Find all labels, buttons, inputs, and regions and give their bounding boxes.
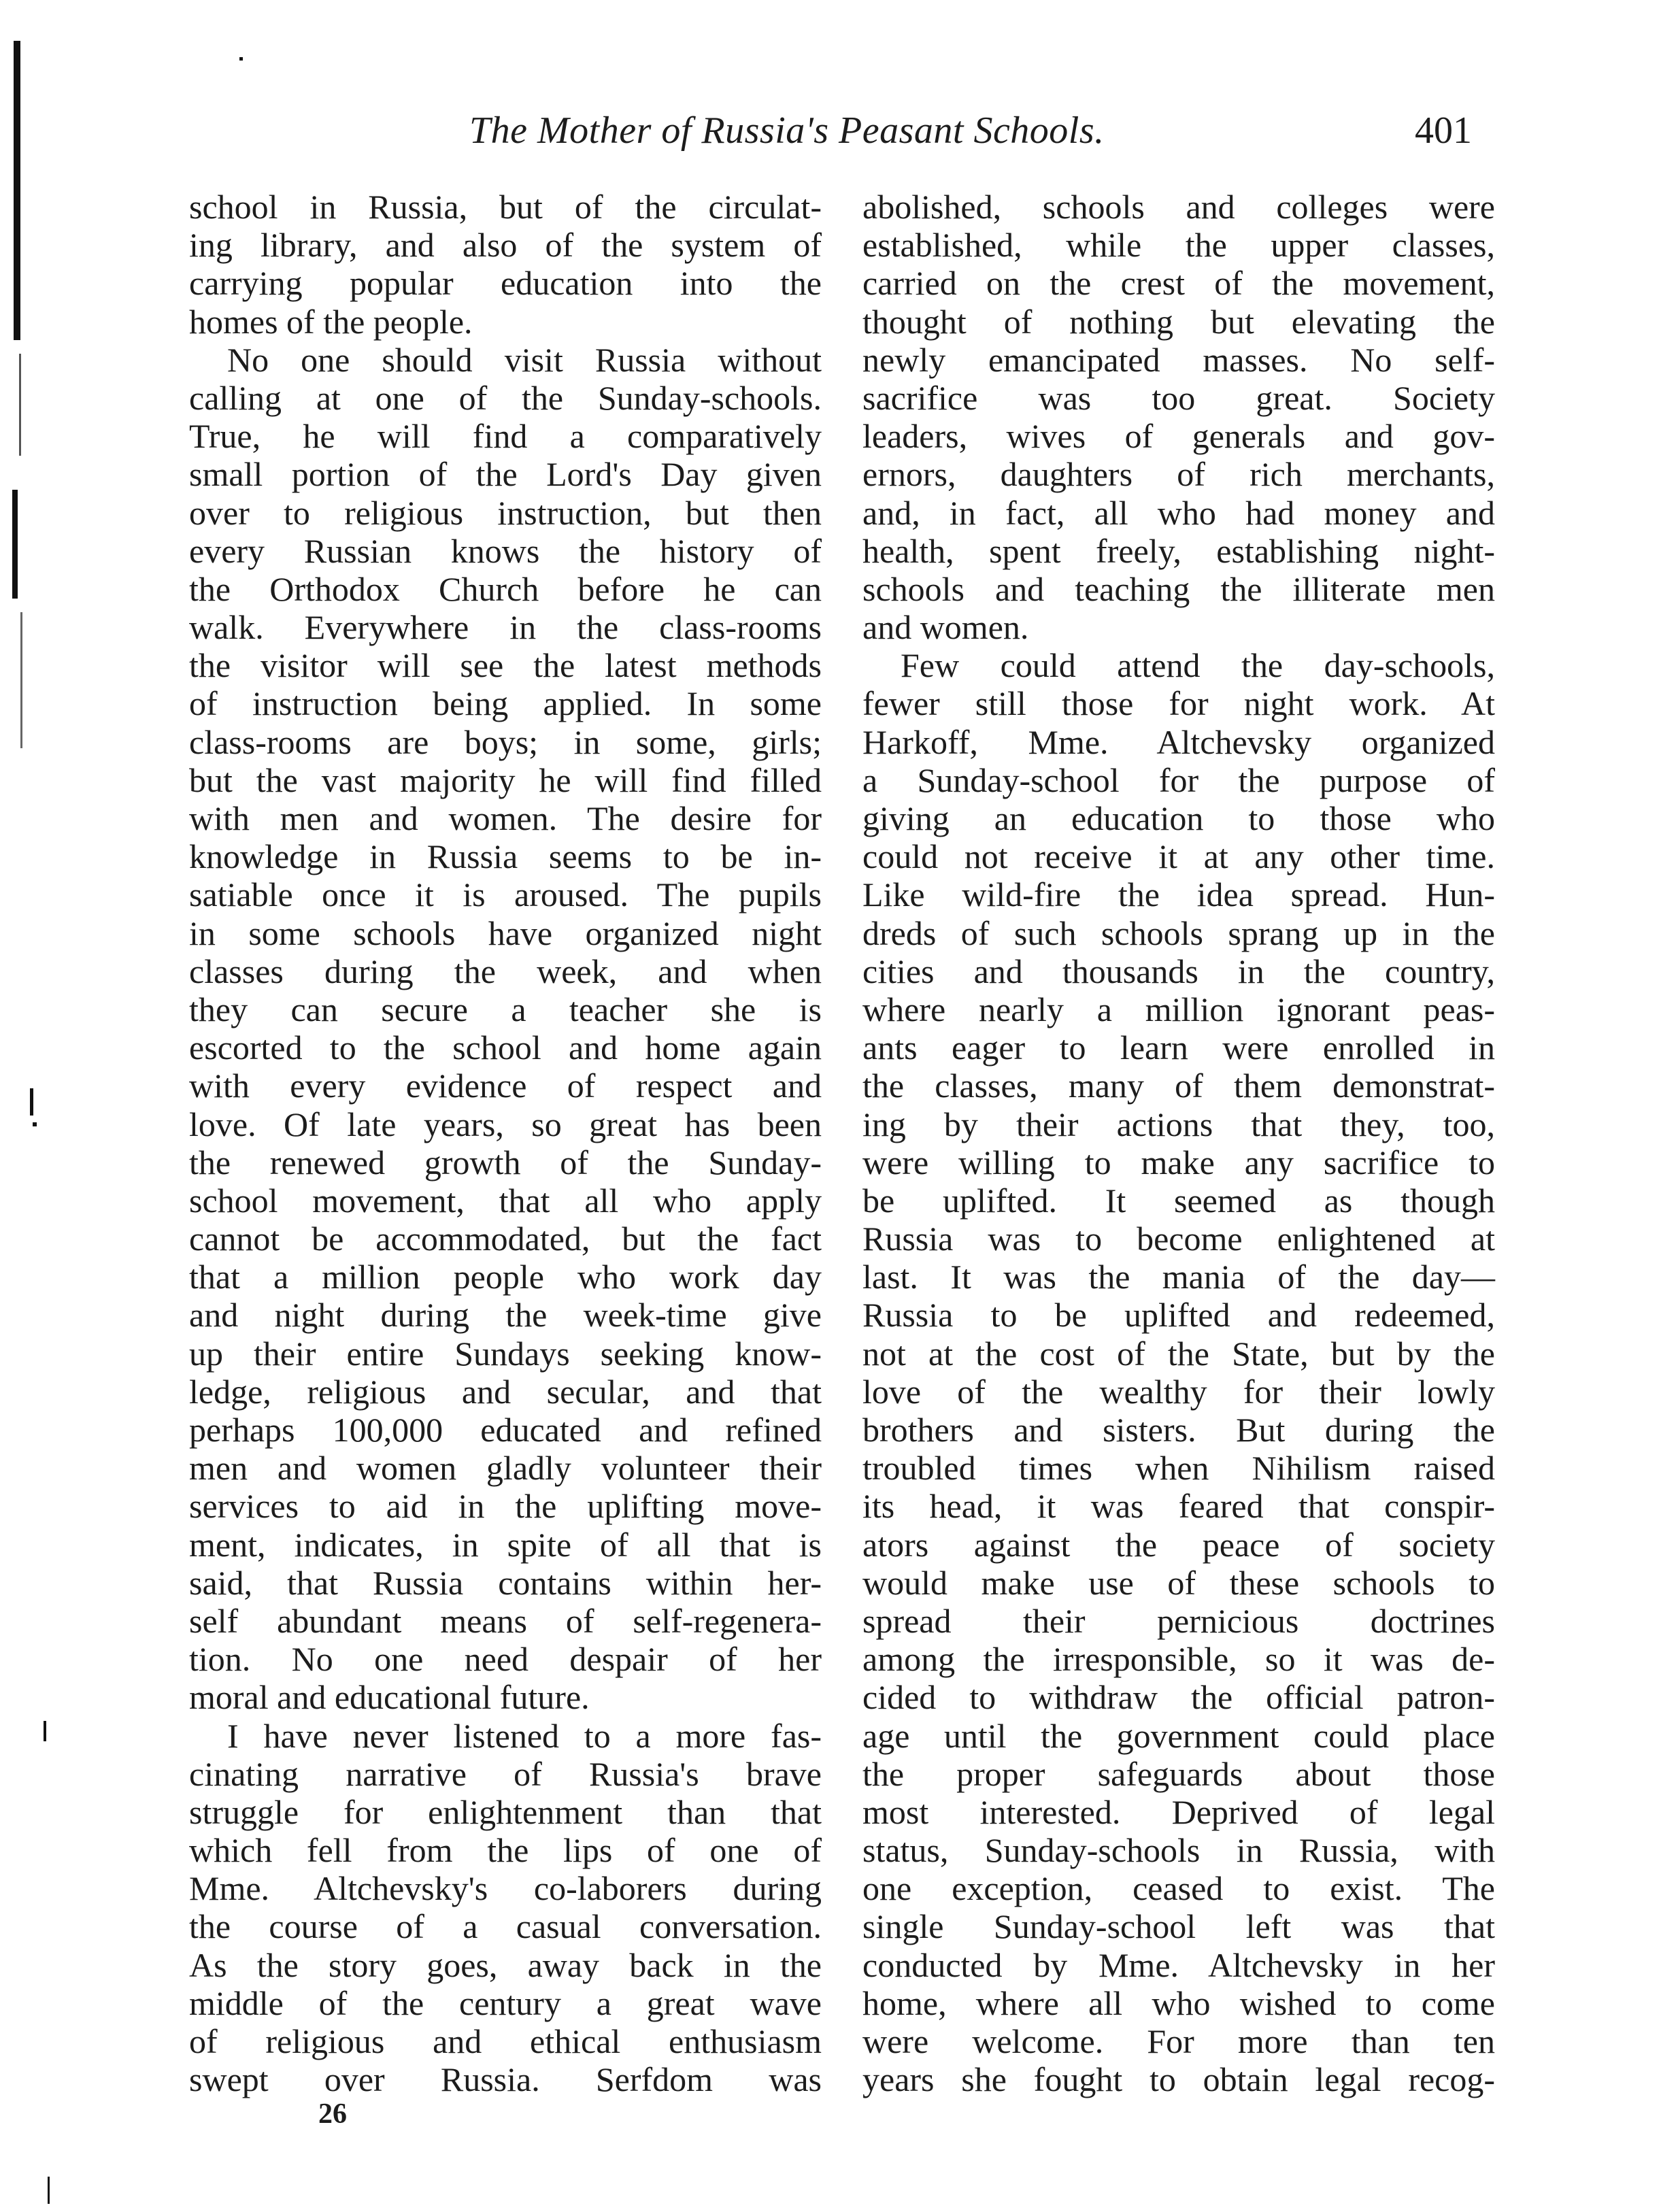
text-line: giving an education to those who	[862, 799, 1495, 837]
text-line: among the irresponsible, so it was de-	[862, 1640, 1495, 1679]
text-line: and women.	[862, 608, 1029, 647]
text-line: walk. Everywhere in the class-rooms	[189, 608, 822, 647]
text-line: years she fought to obtain legal recog-	[862, 2060, 1495, 2099]
text-line: Few could attend the day-schools,	[901, 646, 1495, 685]
text-line: last. It was the mania of the day—	[862, 1258, 1495, 1296]
text-line: I have never listened to a more fas-	[227, 1716, 822, 1755]
text-line: cinating narrative of Russia's brave	[189, 1754, 822, 1793]
text-line: every Russian knows the history of	[189, 531, 822, 570]
text-line: men and women gladly volunteer their	[189, 1449, 822, 1488]
text-line: tion. No one need despair of her	[189, 1640, 822, 1679]
text-line: spread their pernicious doctrines	[862, 1601, 1495, 1640]
text-line: which fell from the lips of one of	[189, 1831, 822, 1870]
text-line: cannot be accommodated, but the fact	[189, 1220, 822, 1258]
text-line: newly emancipated masses. No self-	[862, 340, 1495, 379]
text-line: satiable once it is aroused. The pupils	[189, 875, 822, 914]
text-line: conducted by Mme. Altchevsky in her	[862, 1945, 1495, 1984]
text-line: thought of nothing but elevating the	[862, 302, 1495, 341]
text-line: said, that Russia contains within her-	[189, 1563, 822, 1602]
text-line: with men and women. The desire for	[189, 799, 822, 837]
text-line: As the story goes, away back in the	[189, 1945, 822, 1984]
text-line: of instruction being applied. In some	[189, 684, 822, 723]
text-line: knowledge in Russia seems to be in-	[189, 837, 822, 876]
text-line: were willing to make any sacrifice to	[862, 1143, 1495, 1182]
text-line: cided to withdraw the official patron-	[862, 1678, 1495, 1717]
text-line: with every evidence of respect and	[189, 1067, 822, 1105]
text-line: ing by their actions that they, too,	[862, 1105, 1495, 1143]
text-line: services to aid in the uplifting move-	[189, 1487, 822, 1526]
text-line: that a million people who work day	[189, 1258, 822, 1296]
text-line: one exception, ceased to exist. The	[862, 1869, 1495, 1908]
text-line: Russia was to become enlightened at	[862, 1220, 1495, 1258]
page-number: 401	[1415, 110, 1472, 152]
text-line: leaders, wives of generals and gov-	[862, 417, 1495, 456]
text-line: Like wild-fire the idea spread. Hun-	[862, 875, 1495, 914]
text-line: over to religious instruction, but then	[189, 493, 822, 532]
text-line: a Sunday-school for the purpose of	[862, 760, 1495, 799]
right-column	[862, 188, 1495, 2098]
text-line: class-rooms are boys; in some, girls;	[189, 722, 822, 761]
text-line: classes during the week, and when	[189, 952, 822, 990]
text-line: self abundant means of self-regenera-	[189, 1601, 822, 1640]
text-line: abolished, schools and colleges were	[862, 188, 1495, 226]
text-line: were welcome. For more than ten	[862, 2022, 1495, 2060]
running-title: The Mother of Russia's Peasant Schools.	[469, 110, 1105, 152]
scan-edge-mark	[33, 1122, 37, 1126]
text-line: the visitor will see the latest methods	[189, 646, 822, 685]
text-line: ment, indicates, in spite of all that is	[189, 1525, 822, 1564]
text-line: the renewed growth of the Sunday-	[189, 1143, 822, 1182]
scan-edge-mark	[44, 1721, 46, 1741]
text-line: brothers and sisters. But during the	[862, 1411, 1495, 1449]
scan-dot	[239, 57, 243, 61]
text-line: carrying popular education into the	[189, 264, 822, 303]
left-column	[189, 188, 822, 2098]
text-line: status, Sunday-schools in Russia, with	[862, 1831, 1495, 1870]
text-line: calling at one of the Sunday-schools.	[189, 378, 822, 417]
text-line: perhaps 100,000 educated and refined	[189, 1411, 822, 1449]
text-line: schools and teaching the illiterate men	[862, 569, 1495, 608]
text-line: school in Russia, but of the circulat-	[189, 188, 822, 226]
text-line: middle of the century a great wave	[189, 1983, 822, 2022]
text-line: most interested. Deprived of legal	[862, 1792, 1495, 1831]
text-line: sacrifice was too great. Society	[862, 378, 1495, 417]
text-line: homes of the people.	[189, 302, 473, 341]
text-line: escorted to the school and home again	[189, 1028, 822, 1067]
text-line: love of the wealthy for their lowly	[862, 1372, 1495, 1411]
text-line: dreds of such schools sprang up in the	[862, 914, 1495, 952]
text-line: its head, it was feared that conspir-	[862, 1487, 1495, 1526]
text-line: cities and thousands in the country,	[862, 952, 1495, 990]
text-line: school movement, that all who apply	[189, 1181, 822, 1220]
page-header	[0, 102, 1661, 163]
text-line: home, where all who wished to come	[862, 1983, 1495, 2022]
text-line: would make use of these schools to	[862, 1563, 1495, 1602]
text-line: ants eager to learn were enrolled in	[862, 1028, 1495, 1067]
text-line: health, spent freely, establishing night-	[862, 531, 1495, 570]
text-line: love. Of late years, so great has been	[189, 1105, 822, 1143]
text-line: the Orthodox Church before he can	[189, 569, 822, 608]
text-line: up their entire Sundays seeking know-	[189, 1334, 822, 1373]
text-line: ators against the peace of society	[862, 1525, 1495, 1564]
text-line: single Sunday-school left was that	[862, 1907, 1495, 1946]
text-line: not at the cost of the State, but by the	[862, 1334, 1495, 1373]
text-line: Harkoff, Mme. Altchevsky organized	[862, 722, 1495, 761]
scan-edge-mark	[20, 612, 22, 748]
text-line: be uplifted. It seemed as though	[862, 1181, 1495, 1220]
text-line: could not receive it at any other time.	[862, 837, 1495, 876]
text-line: struggle for enlightenment than that	[189, 1792, 822, 1831]
text-line: small portion of the Lord's Day given	[189, 455, 822, 494]
text-line: but the vast majority he will find filled	[189, 760, 822, 799]
text-line: ledge, religious and secular, and that	[189, 1372, 822, 1411]
text-line: ing library, and also of the system of	[189, 226, 822, 265]
text-line: established, while the upper classes,	[862, 226, 1495, 265]
text-line: and night during the week-time give	[189, 1296, 822, 1335]
scan-edge-mark	[12, 490, 18, 599]
signature-mark: 26	[318, 2098, 347, 2130]
text-line: No one should visit Russia without	[227, 340, 822, 379]
text-line: where nearly a million ignorant peas-	[862, 990, 1495, 1028]
text-line: troubled times when Nihilism raised	[862, 1449, 1495, 1488]
text-line: moral and educational future.	[189, 1678, 590, 1717]
text-line: the proper safeguards about those	[862, 1754, 1495, 1793]
text-line: Mme. Altchevsky's co-laborers during	[189, 1869, 822, 1908]
text-line: the classes, many of them demonstrat-	[862, 1067, 1495, 1105]
text-line: of religious and ethical enthusiasm	[189, 2022, 822, 2060]
scan-edge-mark	[14, 41, 20, 340]
text-line: and, in fact, all who had money and	[862, 493, 1495, 532]
scan-edge-mark	[30, 1088, 33, 1116]
scan-edge-mark	[48, 2177, 50, 2204]
text-line: fewer still those for night work. At	[862, 684, 1495, 723]
text-line: age until the government could place	[862, 1716, 1495, 1755]
text-line: Russia to be uplifted and redeemed,	[862, 1296, 1495, 1335]
text-line: swept over Russia. Serfdom was	[189, 2060, 822, 2099]
text-line: the course of a casual conversation.	[189, 1907, 822, 1946]
text-line: in some schools have organized night	[189, 914, 822, 952]
text-line: ernors, daughters of rich merchants,	[862, 455, 1495, 494]
text-line: True, he will find a comparatively	[189, 417, 822, 456]
scan-edge-mark	[19, 354, 21, 456]
text-line: carried on the crest of the movement,	[862, 264, 1495, 303]
text-line: they can secure a teacher she is	[189, 990, 822, 1028]
